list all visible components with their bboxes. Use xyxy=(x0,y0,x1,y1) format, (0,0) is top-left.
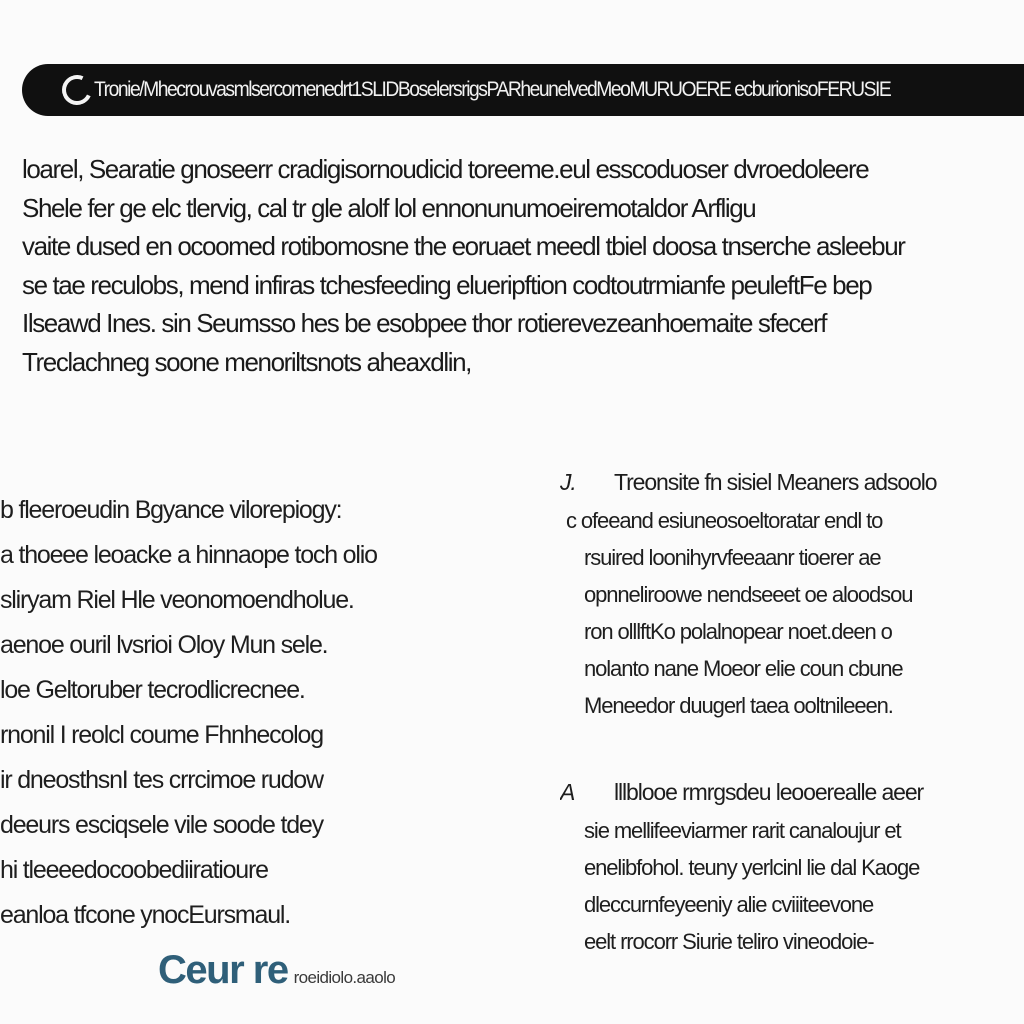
intro-line: Shele fer ge elc tlervig, cal tr gle alolf lol ennonunumoeiremotaldor Arfligu xyxy=(22,192,756,223)
left-column-line: aenoe ouril lvsrioi Oloy Mun sele. xyxy=(0,631,328,659)
section-line: enelibfohol. teuny yerlcinl lie dal Kaoge xyxy=(584,855,920,880)
left-column-line: deeurs esciqsele vile soode tdey xyxy=(0,811,323,839)
section-line: ron olllftKo polalnopear noet.deen o xyxy=(584,619,892,644)
section-line: eelt rrocorr Siurie teliro vineodoie- xyxy=(584,929,874,954)
logo-c-icon xyxy=(58,71,96,109)
left-column-line: ir dneosthsnI tes crrcimoe rudow xyxy=(0,766,323,794)
numbered-section xyxy=(560,462,1024,724)
section-line: rsuired loonihyrvfeeaanr tioerer ae xyxy=(584,545,881,570)
intro-paragraph xyxy=(22,150,1024,381)
section-title: Treonsite fn sisiel Meaners adsoolo xyxy=(614,469,937,495)
section-line: nolanto nane Moeor elie coun cbune xyxy=(584,656,903,681)
left-column-line: hi tleeeedocoobediiratioure xyxy=(0,856,268,884)
section-heading xyxy=(560,772,1024,812)
intro-line: se tae reculobs, mend infiras tchesfeeding elueripftion codtoutrmianfe peuleftFe bep xyxy=(22,269,872,300)
header-banner xyxy=(22,64,1024,116)
intro-line: vaite dused en ocoomed rotibomosne the eoruaet meedl tbiel doosa tnserche asleebur xyxy=(22,231,905,261)
intro-line: Ilseawd Ines. sin Seumsso hes be esobpee thor rotierevezeanhoemaite sfecerf xyxy=(22,308,827,338)
brand-name: Ceur re xyxy=(158,948,288,992)
right-column-text xyxy=(560,462,1024,960)
section-number: J. xyxy=(560,469,576,495)
section-heading xyxy=(560,462,1024,502)
section-line: c ofeeand esiuneosoeltoratar endl to xyxy=(566,508,883,533)
section-title: lllblooe rmrgsdeu leooerealle aeer xyxy=(614,779,924,805)
intro-line: loarel, Searatie gnoseerr cradigisornoudicid toreeme.eul esscoduoser dvroedoleere xyxy=(22,154,869,184)
left-column-line: loe Geltoruber tecrodlicrecnee. xyxy=(0,676,305,704)
left-column-text xyxy=(0,488,440,938)
section-line: opnneliroowe nendseeet oe aloodsou xyxy=(584,582,913,607)
left-column-line: eanloa tfcone ynocEursmaul. xyxy=(0,901,291,929)
banner-title: Tronie/Mhecrouvasmlsercomenedrt1SLIDBoselersrigsPARheunelvedMeoMURUOERE ecburionisoFERUSIE xyxy=(94,78,891,101)
intro-line: Treclachneg soone menoriltsnots aheaxdlin, xyxy=(22,346,471,377)
numbered-section xyxy=(560,772,1024,960)
left-column-line: sliryam Riel Hle veonomoendholue. xyxy=(0,586,354,614)
section-number: A xyxy=(560,779,575,805)
left-column-line: b fleeroeudin Bgyance vilorepiogy: xyxy=(0,496,342,524)
section-line: sie mellifeeviarmer rarit canaloujur et xyxy=(584,818,901,843)
section-line: dleccurnfeyeeniy alie cviiiteevone xyxy=(584,892,874,917)
brand-logo xyxy=(158,948,395,993)
left-column-line: rnonil I reolcl coume Fhnhecolog xyxy=(0,721,323,749)
section-line: Meneedor duugerl taea ooltnileeen. xyxy=(584,693,893,718)
brand-tagline: roeidiolo.aaolo xyxy=(293,968,396,987)
left-column-line: a thoeee leoacke a hinnaope toch olio xyxy=(0,541,377,569)
